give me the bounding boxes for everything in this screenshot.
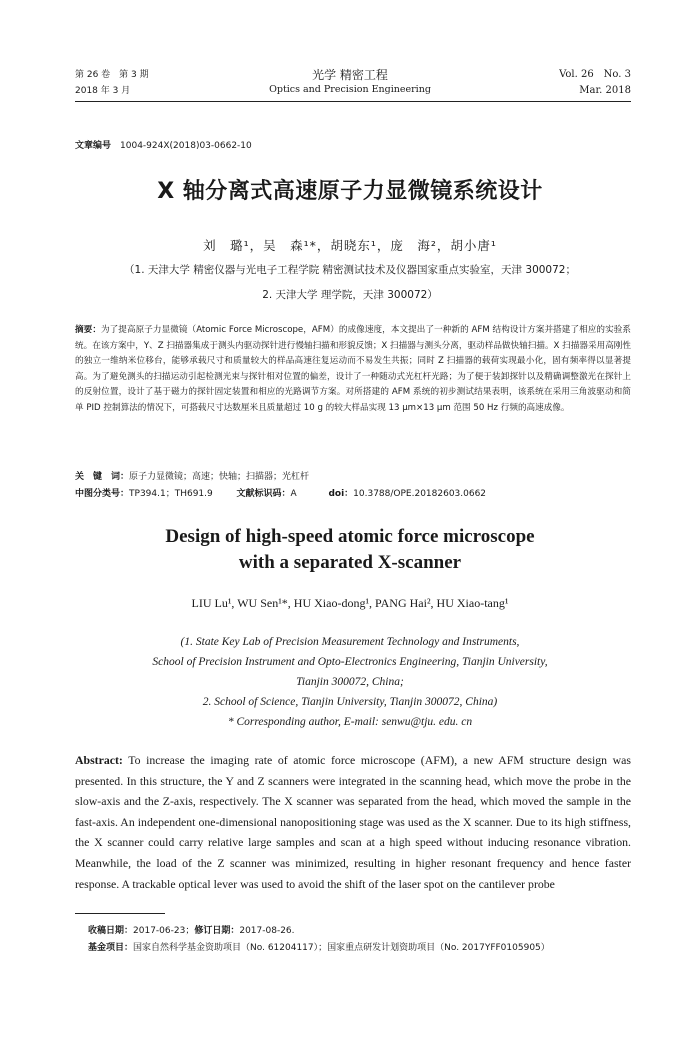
- clc-value: TP394.1；TH691.9: [129, 489, 213, 499]
- en-abstract-text: To increase the imaging rate of atomic force microscope (AFM), a new AFM structure design was presented. In this structure, the Y and Z scanners were integrated in the scanning head, which move the probe in the slow-axis and the Z-axis, respectively. The X scanner was separated from the head, which moved the sample in the fast-axis. An independent one-dimensional nanopositioning stage was used as the X scanner. Due to its high stiffness, the X scanner could carry relative large samples and scan at a high speed without inducing resonance vibration. Meanwhile, the load of the Z scanner was minimized, resulting in higher resonant frequency and hence faster response. A trackable optical lever was used to avoid the shift of the laser spot on the cantilever probe: [75, 753, 631, 891]
- en-affiliation-line-1: (1. State Key Lab of Precision Measurement Technology and Instruments,: [180, 636, 520, 648]
- doc-code-value: A: [290, 489, 297, 499]
- cn-title: X 轴分离式高速原子力显微镜系统设计: [157, 179, 543, 204]
- cn-affiliation-1: （1. 天津大学 精密仪器与光电子工程学院 精密测试技术及仪器国家重点实验室，天津 300072；: [124, 264, 576, 276]
- en-affiliation-line-4: 2. School of Science, Tianjin University, Tianjin 300072, China): [202, 696, 498, 708]
- footnote-rule: [75, 913, 165, 914]
- article-id-label: 文章编号: [75, 141, 112, 151]
- journal-name-cn: 光学 精密工程: [312, 68, 388, 82]
- revised-value: 2017-08-26.: [239, 926, 295, 936]
- header-volume-issue: 第 26 卷 第 3 期: [75, 70, 149, 80]
- footnote-funding: [88, 941, 550, 956]
- en-title: [60, 524, 640, 576]
- received-value: 2017-06-23；: [133, 926, 195, 936]
- cn-abstract-label: 摘要：: [75, 325, 101, 335]
- en-affiliation-line-2: School of Precision Instrument and Opto-Electronics Engineering, Tianjin University,: [152, 656, 548, 668]
- en-affiliation-line-3: Tianjin 300072, China;: [296, 676, 404, 688]
- header-rule: [75, 101, 631, 102]
- cn-abstract-text: 为了提高原子力显微镜（Atomic Force Microscope，AFM）的成像速度，本文提出了一种新的 AFM 结构设计方案并搭建了相应的实验系统。在该方案中，Y、Z 扫描器集成于测头内驱动探针进行慢轴扫描和形貌反馈；X 扫描器与测头分离，驱动样品做快轴扫描。X 扫描器采用高刚性的独立一维纳米位移台，能够承载尺寸和质量较大的样品高速往复运动而不易发生共振；同时 Z 扫描器的载荷实现最小化，固有频率得以显著提高。为了避免测头的扫描运动引起检测光束与探针相对位置的偏差，设计了一种随动式光杠杆光路；为了便于装卸探针以及精确调整激光在探针上的反射位置，设计了基于磁力的探针固定装置和相应的光路调节方案。对所搭建的 AFM 系统的初步测试结果表明，该系统在采用三角波驱动和简单 PID 控制算法的情况下，可搭载尺寸达数厘米且质量超过 10 g 的较大样品实现 13 μm×13 μm 范围 50 Hz 行频的高速成像。: [75, 325, 631, 413]
- header-date-cn: 2018 年 3 月: [75, 86, 131, 96]
- en-title-line-1: Design of high-speed atomic force microscope: [165, 526, 535, 547]
- cn-keywords-label: 关 键 词：: [75, 472, 130, 482]
- en-abstract: [75, 750, 631, 894]
- revised-label: 修订日期：: [194, 926, 240, 936]
- cn-affiliation-2: 2. 天津大学 理学院，天津 300072）: [262, 289, 438, 301]
- fund-label: 基金项目：: [88, 943, 134, 953]
- header-vol-no-en: Vol. 26 No. 3: [559, 69, 631, 80]
- doc-code-label: 文献标识码：: [236, 489, 291, 499]
- fund-value: 国家自然科学基金资助项目（No. 61204117）；国家重点研发计划资助项目（No. 2017YFF0105905）: [133, 943, 550, 953]
- cn-authors: 刘 璐¹，吴 森¹*，胡晓东¹，庞 海²，胡小唐¹: [203, 238, 497, 253]
- cn-keywords-text: 原子力显微镜；高速；快轴；扫描器；光杠杆: [129, 472, 310, 482]
- article-id-value: 1004-924X(2018)03-0662-10: [120, 141, 252, 151]
- doi-value: 10.3788/OPE.20182603.0662: [353, 489, 487, 499]
- corresponding-author: * Corresponding author, E-mail: senwu@tju. edu. cn: [227, 716, 473, 728]
- en-abstract-label: Abstract:: [75, 753, 123, 767]
- header-date-en: Mar. 2018: [579, 85, 631, 96]
- clc-label: 中图分类号：: [75, 489, 130, 499]
- en-title-line-2: with a separated X-scanner: [238, 552, 462, 573]
- en-authors: LIU Lu¹, WU Sen¹*, HU Xiao-dong¹, PANG Hai², HU Xiao-tang¹: [191, 596, 509, 610]
- article-id: [75, 139, 252, 154]
- en-affiliations: [60, 632, 640, 732]
- doi-label: doi：: [328, 489, 354, 499]
- cn-keywords: [75, 470, 309, 485]
- received-label: 收稿日期：: [88, 926, 134, 936]
- footnote-dates: [88, 924, 295, 939]
- cn-classification: [75, 487, 486, 502]
- journal-name-en: Optics and Precision Engineering: [269, 84, 431, 95]
- cn-abstract: [75, 323, 631, 416]
